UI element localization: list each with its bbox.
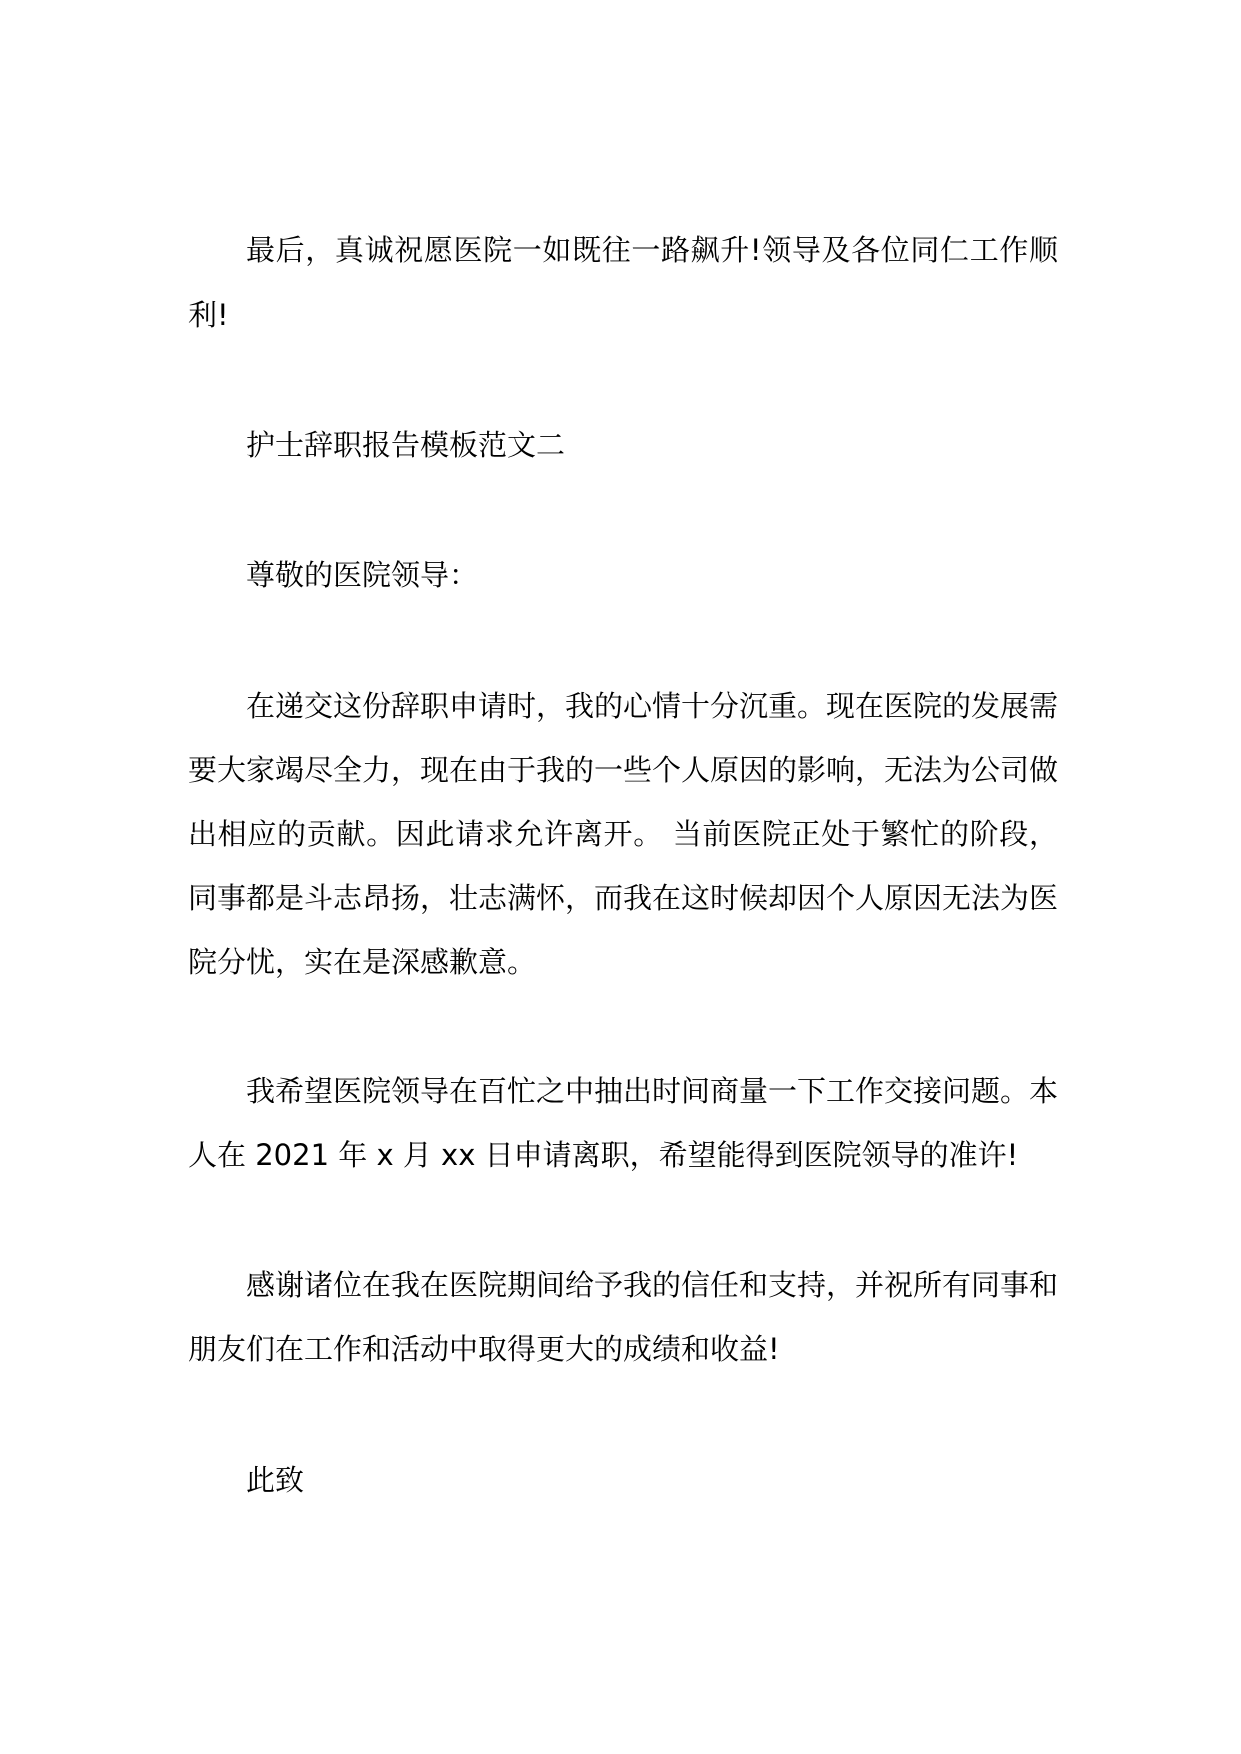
paragraph-1-line: 同事都是斗志昂扬，壮志满怀，而我在这时候却因个人原因无法为医 [188, 881, 1058, 915]
paragraph-3-line: 感谢诸位在我在医院期间给予我的信任和支持，并祝所有同事和 [246, 1268, 1058, 1302]
salutation: 尊敬的医院领导： [246, 558, 479, 592]
closing-paragraph-line: 最后，真诚祝愿医院一如既往一路飙升!领导及各位同仁工作顺 [246, 233, 1058, 267]
paragraph-2-line: 人在 2021 年 x 月 xx 日申请离职，希望能得到医院领导的准许! [188, 1138, 1019, 1172]
paragraph-1-line: 要大家竭尽全力，现在由于我的一些个人原因的影响，无法为公司做 [188, 753, 1058, 787]
section-heading: 护士辞职报告模板范文二 [246, 428, 566, 462]
paragraph-3-line: 朋友们在工作和活动中取得更大的成绩和收益! [188, 1332, 780, 1366]
paragraph-1-line: 出相应的贡献。因此请求允许离开。 当前医院正处于繁忙的阶段， [188, 817, 1058, 851]
paragraph-1-line: 在递交这份辞职申请时，我的心情十分沉重。现在医院的发展需 [246, 689, 1058, 723]
closing-paragraph-line: 利! [188, 298, 229, 332]
paragraph-1-line: 院分忧，实在是深感歉意。 [188, 945, 537, 979]
paragraph-2-line: 我希望医院领导在百忙之中抽出时间商量一下工作交接问题。本 [246, 1074, 1058, 1108]
sign-off: 此致 [246, 1463, 305, 1497]
